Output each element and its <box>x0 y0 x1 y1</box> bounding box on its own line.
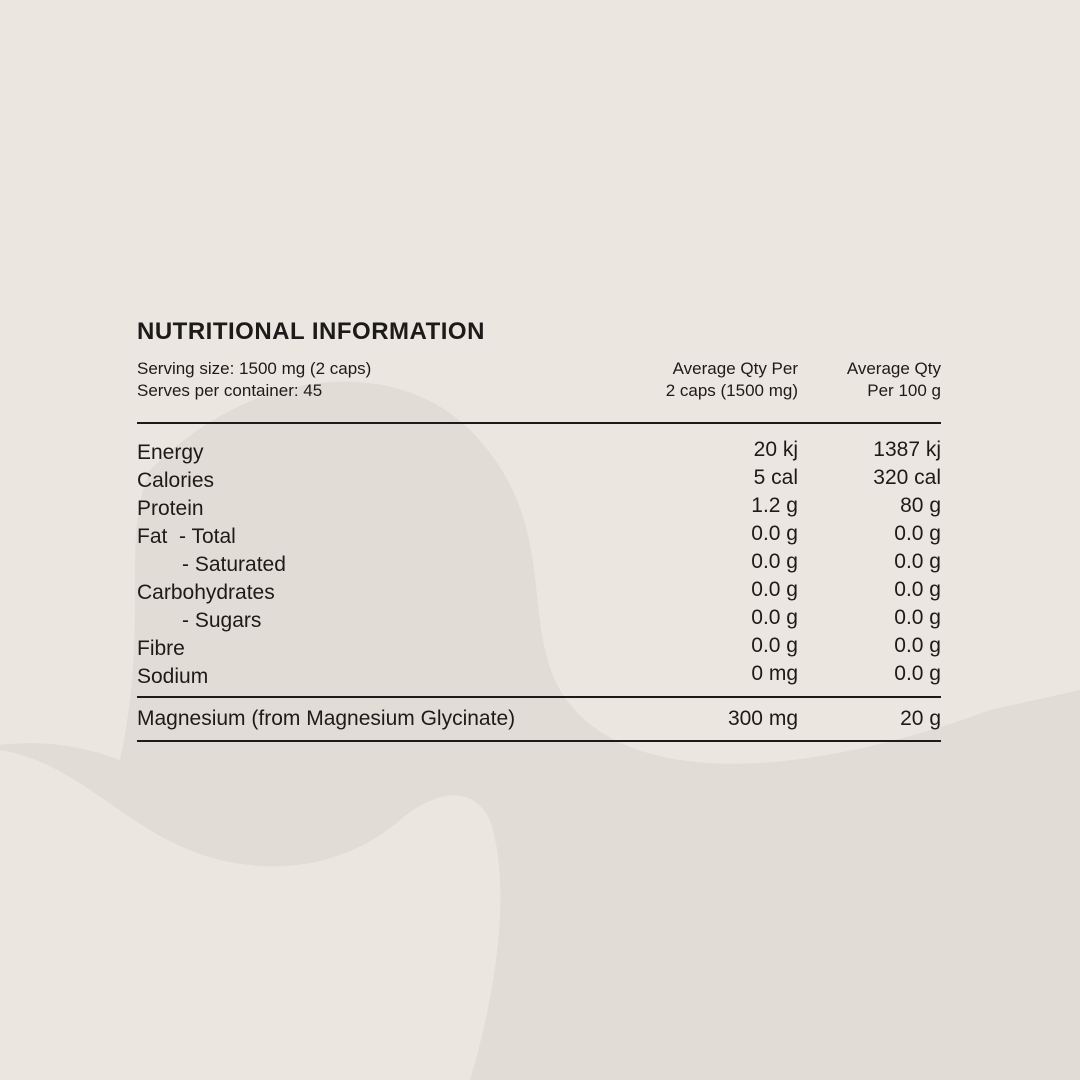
table-row <box>137 579 941 607</box>
table-row <box>137 467 941 495</box>
table-row <box>137 495 941 523</box>
mineral-label: Magnesium (from Magnesium Glycinate) <box>137 707 516 730</box>
per-serving-value: 0.0 g <box>751 550 798 573</box>
nutrient-label: - Saturated <box>182 553 286 576</box>
per-100g-value: 1387 kj <box>873 438 941 461</box>
nutrient-label: Calories <box>137 469 215 492</box>
table-header <box>137 358 941 422</box>
table-row <box>137 523 941 551</box>
per-100g-value: 0.0 g <box>894 606 941 629</box>
nutrient-label: - Sugars <box>182 609 262 632</box>
per-100g-value: 320 cal <box>873 466 941 489</box>
per-serving-value: 20 kj <box>753 438 798 461</box>
nutrient-label: Energy <box>137 441 204 464</box>
table-row <box>137 607 941 635</box>
nutrient-label: Carbohydrates <box>137 581 275 604</box>
table-row <box>137 439 941 467</box>
table-row <box>137 635 941 663</box>
table-row <box>137 551 941 579</box>
per-serving-value: 0 mg <box>751 662 798 685</box>
per-100g-value: 0.0 g <box>894 522 941 545</box>
per-serving-value: 0.0 g <box>751 522 798 545</box>
nutrient-label: Fat - Total <box>137 525 236 548</box>
nutrition-title: NUTRITIONAL INFORMATION <box>137 318 485 345</box>
column-header-per-100g: Average Qty Per 100 g <box>846 359 941 400</box>
nutrient-label: Sodium <box>137 665 209 688</box>
mineral-per-100g-value: 20 g <box>900 707 941 730</box>
nutrient-rows <box>137 424 941 696</box>
nutrient-label: Fibre <box>137 637 185 660</box>
per-serving-value: 0.0 g <box>751 578 798 601</box>
nutrition-panel <box>137 316 941 742</box>
per-serving-value: 5 cal <box>753 466 798 489</box>
per-serving-value: 0.0 g <box>751 606 798 629</box>
per-100g-value: 0.0 g <box>894 634 941 657</box>
serves-per-container: Serves per container: 45 <box>137 381 323 400</box>
per-serving-value: 1.2 g <box>751 494 798 517</box>
table-row <box>137 663 941 691</box>
bottom-divider <box>137 740 941 742</box>
serving-size: Serving size: 1500 mg (2 caps) <box>137 359 372 378</box>
per-100g-value: 0.0 g <box>894 550 941 573</box>
per-100g-value: 80 g <box>900 494 941 517</box>
mineral-per-serving-value: 300 mg <box>727 707 798 730</box>
per-serving-value: 0.0 g <box>751 634 798 657</box>
per-100g-value: 0.0 g <box>894 662 941 685</box>
per-100g-value: 0.0 g <box>894 578 941 601</box>
mineral-row <box>137 698 941 740</box>
serving-info <box>137 358 371 402</box>
nutrient-label: Protein <box>137 497 204 520</box>
column-header-per-serving: Average Qty Per 2 caps (1500 mg) <box>665 359 798 400</box>
